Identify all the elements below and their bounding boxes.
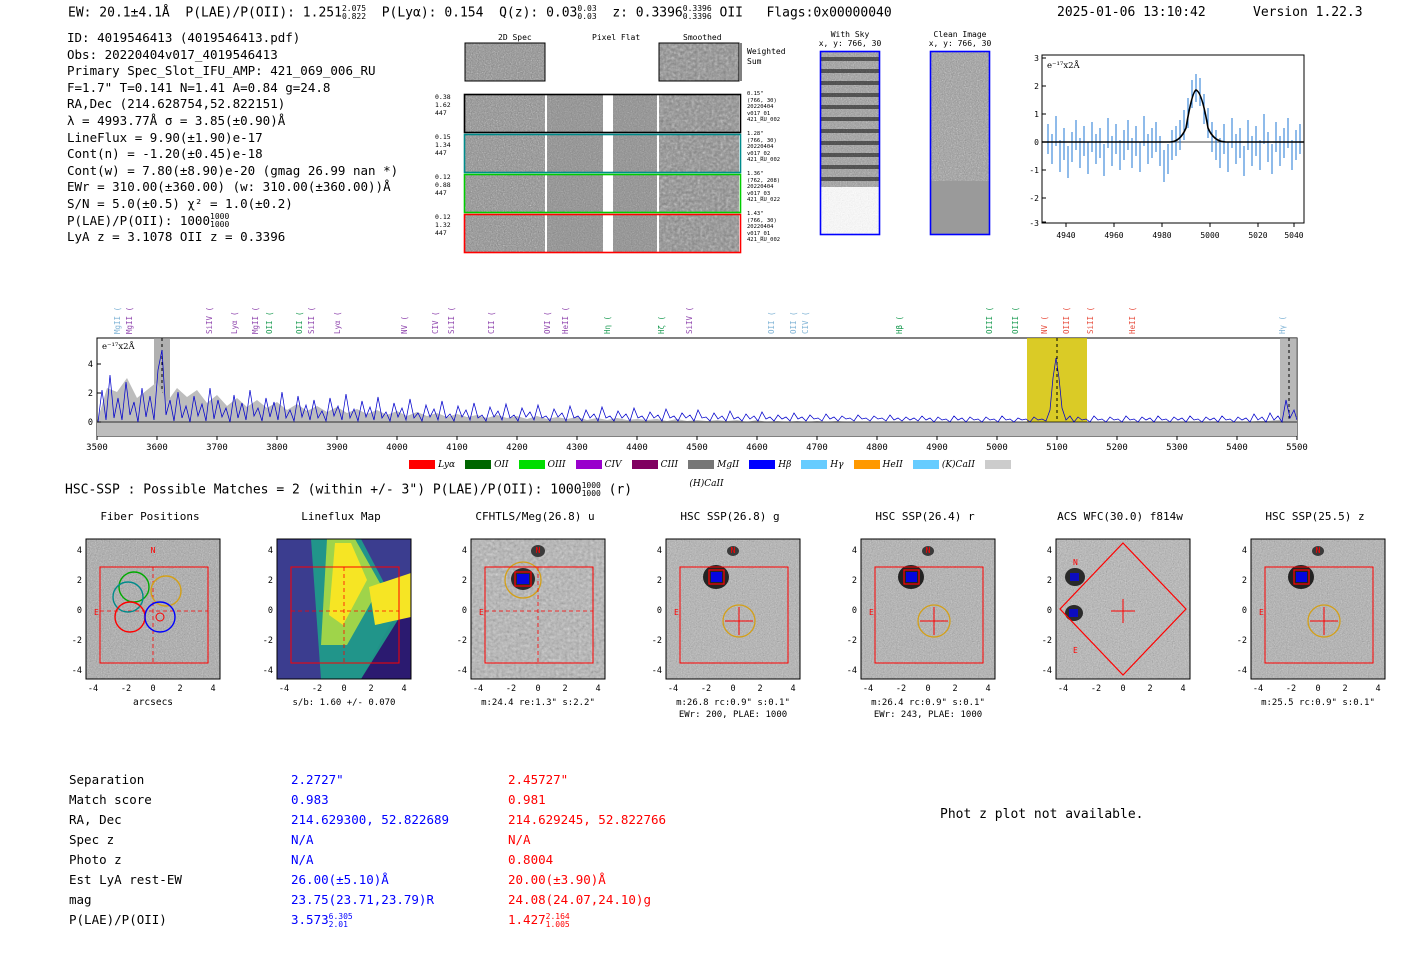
- svg-text:E: E: [479, 608, 484, 617]
- svg-text:CIV (: CIV (: [431, 311, 440, 334]
- legend-swatch: [576, 460, 602, 469]
- svg-text:-2: -2: [651, 636, 662, 646]
- svg-text:4: 4: [1180, 684, 1186, 694]
- legend-item: CIII: [632, 454, 689, 473]
- thumb-acs-wfc: [1030, 510, 1210, 710]
- svg-text:4: 4: [1241, 546, 1247, 556]
- svg-text:0: 0: [76, 606, 82, 616]
- plae-bounds-blue: 6.305 2.01: [328, 911, 353, 929]
- svg-text:2: 2: [1147, 684, 1153, 694]
- svg-text:3800: 3800: [266, 443, 288, 453]
- row-value-red: 0.8004: [508, 852, 554, 867]
- svg-text:4300: 4300: [566, 443, 588, 453]
- matches-plae-bounds: 1000 1000: [581, 481, 601, 498]
- cutout-row-0-left-labels: 0.38 1.62 447: [435, 93, 451, 117]
- legend-swatch: [913, 460, 939, 469]
- svg-text:CIV (: CIV (: [801, 311, 810, 334]
- svg-text:N: N: [1073, 558, 1078, 567]
- svg-text:5000: 5000: [986, 443, 1008, 453]
- thumb-title: Lineflux Map: [301, 510, 381, 523]
- svg-text:-2: -2: [120, 684, 132, 694]
- legend-item: HeII: [854, 454, 913, 473]
- svg-text:E: E: [94, 608, 99, 617]
- thumb-title: HSC SSP(26.8) g: [680, 510, 780, 523]
- full-spectrum-plot: [62, 270, 1332, 470]
- svg-text:-3: -3: [1029, 219, 1039, 228]
- info-line-plae: P(LAE)/P(OII): 1000 1000 1000: [67, 212, 230, 230]
- svg-text:-2: -2: [1029, 194, 1039, 203]
- svg-text:Hβ (: Hβ (: [895, 315, 904, 334]
- svg-text:-2: -2: [262, 636, 273, 646]
- row-label: mag: [69, 892, 92, 907]
- svg-text:N: N: [925, 546, 931, 555]
- svg-text:OII (: OII (: [767, 311, 776, 334]
- legend-item: Lyα: [409, 454, 465, 473]
- header-zclass: OII: [719, 5, 743, 21]
- svg-text:4400: 4400: [626, 443, 648, 453]
- svg-text:2: 2: [1241, 576, 1247, 586]
- svg-text:0: 0: [1046, 606, 1052, 616]
- row-value-blue: 23.75(23.71,23.79)R: [291, 892, 434, 907]
- header-version: Version 1.22.3: [1253, 5, 1363, 20]
- info-plae-bounds: 1000 1000: [210, 212, 230, 230]
- svg-text:4: 4: [1375, 684, 1381, 694]
- svg-text:E: E: [869, 608, 874, 617]
- info-line-radec: RA,Dec (214.628754,52.822151): [67, 96, 286, 112]
- info-line-contn: Cont(n) = -1.20(±0.45)e-18: [67, 146, 263, 162]
- with-sky-panel: [805, 30, 895, 235]
- clean-image-title: Clean Image: [933, 30, 987, 39]
- svg-text:-4: -4: [846, 666, 857, 676]
- svg-text:HeII (: HeII (: [561, 306, 570, 334]
- svg-text:4700: 4700: [806, 443, 828, 453]
- svg-text:2: 2: [461, 576, 467, 586]
- plae-bounds-red: 2.164 1.005: [545, 911, 570, 929]
- header-plya: P(Lyα): 0.154: [381, 5, 484, 21]
- svg-text:0: 0: [925, 684, 931, 694]
- thumb-title: ACS WFC(30.0) f814w: [1057, 510, 1183, 523]
- info-line-sn: S/N = 5.0(±0.5) χ² = 1.0(±0.2): [67, 195, 293, 211]
- svg-text:4: 4: [595, 684, 601, 694]
- legend-swatch: [854, 460, 880, 469]
- header-ew: EW: 20.1±4.1Å: [68, 5, 170, 21]
- cutout-weighted-sum-label: Weighted Sum: [747, 47, 786, 66]
- row-value-blue: N/A: [291, 832, 314, 847]
- svg-text:MgII (: MgII (: [113, 306, 122, 334]
- svg-text:0: 0: [150, 684, 156, 694]
- svg-text:3500: 3500: [86, 443, 108, 453]
- svg-text:e⁻¹⁷x2Å: e⁻¹⁷x2Å: [1047, 61, 1080, 71]
- cutout-row-0-right-labels: 0.15" (766, 30) 20220404 v017_01 421_RU_002: [747, 91, 781, 124]
- svg-text:arcsecs: arcsecs: [132, 697, 174, 708]
- svg-text:Hη (: Hη (: [603, 315, 612, 334]
- svg-text:0: 0: [535, 684, 541, 694]
- info-line-lambda: λ = 4993.77Å σ = 3.85(±0.90)Å: [67, 112, 286, 128]
- legend-swatch: [749, 460, 775, 469]
- svg-text:OII (: OII (: [789, 311, 798, 334]
- svg-text:-2: -2: [505, 684, 517, 694]
- header-timestamp: 2025-01-06 13:10:42: [1057, 5, 1206, 20]
- table-row: [68, 850, 667, 870]
- table-row: [68, 870, 667, 890]
- cutout-row-2-left-labels: 0.12 0.88 447: [435, 173, 451, 197]
- svg-text:-2: -2: [1285, 684, 1297, 694]
- info-line-seeing: F=1.7" T=0.141 N=1.41 A=0.84 g=24.8: [67, 79, 331, 95]
- cutout-title-2dspec: 2D Spec: [498, 33, 532, 42]
- row-value-red: 0.981: [508, 792, 546, 807]
- legend-item: CIV: [576, 454, 632, 473]
- svg-text:4100: 4100: [446, 443, 468, 453]
- table-row: [68, 830, 667, 850]
- svg-text:E: E: [674, 608, 679, 617]
- svg-text:0: 0: [1315, 684, 1321, 694]
- svg-text:-1: -1: [1029, 166, 1039, 175]
- thumb-hsc-r: [835, 510, 1015, 720]
- table-row: [68, 890, 667, 910]
- photz-note: Phot z plot not available.: [940, 807, 1144, 822]
- thumb-hsc-z: [1225, 510, 1405, 710]
- svg-text:3600: 3600: [146, 443, 168, 453]
- matches-title-main: HSC-SSP : Possible Matches = 2 (within +/- 3") P(LAE)/P(OII): 1000: [65, 482, 582, 498]
- clean-image-subtitle: x, y: 766, 30: [928, 39, 992, 48]
- thumb-hsc-g: [640, 510, 820, 720]
- cutout-row-1-left-labels: 0.15 1.34 447: [435, 133, 451, 157]
- legend-item: (H)CaII: [686, 454, 1011, 492]
- svg-text:5200: 5200: [1106, 443, 1128, 453]
- svg-text:4: 4: [210, 684, 216, 694]
- row-value-blue: N/A: [291, 852, 314, 867]
- svg-text:-4: -4: [87, 684, 99, 694]
- row-value-red: 2.45727": [508, 772, 569, 787]
- svg-text:0: 0: [730, 684, 736, 694]
- cutout-row-1-right-labels: 1.28" (766, 30) 20220404 v017_02 421_RU_002: [747, 131, 781, 164]
- row-value-red: 20.00(±3.90)Å: [508, 872, 606, 887]
- svg-text:5020: 5020: [1248, 231, 1268, 240]
- svg-text:2: 2: [177, 684, 183, 694]
- svg-text:-2: -2: [71, 636, 82, 646]
- svg-text:OIII (: OIII (: [1062, 306, 1071, 334]
- legend-swatch: [688, 460, 714, 469]
- svg-text:m:24.4 re:1.3" s:2.2": m:24.4 re:1.3" s:2.2": [481, 698, 595, 708]
- svg-text:-4: -4: [71, 666, 82, 676]
- legend-item: (K)CaII: [913, 454, 985, 473]
- svg-text:HeII (: HeII (: [1128, 306, 1137, 334]
- cutout-panels: [435, 33, 795, 248]
- cutout-row-2-right-labels: 1.36" (762, 208) 20220404 v017_03 421_RU_022: [747, 171, 781, 204]
- header-flags: Flags:0x00000040: [766, 5, 892, 21]
- svg-text:-4: -4: [278, 684, 290, 694]
- svg-text:4: 4: [985, 684, 991, 694]
- svg-text:m:26.8 rc:0.9" s:0.1": m:26.8 rc:0.9" s:0.1": [676, 698, 790, 708]
- svg-text:0: 0: [341, 684, 347, 694]
- table-row: [68, 910, 667, 930]
- svg-text:4940: 4940: [1056, 231, 1076, 240]
- svg-text:0: 0: [1120, 684, 1126, 694]
- svg-text:NV (: NV (: [1040, 315, 1049, 334]
- svg-text:2: 2: [87, 389, 93, 399]
- svg-text:MgII (: MgII (: [125, 306, 134, 334]
- clean-image-panel: [915, 30, 1005, 235]
- svg-text:4980: 4980: [1152, 231, 1172, 240]
- svg-text:5040: 5040: [1284, 231, 1304, 240]
- svg-text:Hγ (: Hγ (: [1278, 315, 1287, 334]
- header-z-bounds: 0.3396 0.3396: [682, 4, 712, 21]
- svg-text:N: N: [150, 546, 156, 555]
- svg-text:Lyα (: Lyα (: [333, 311, 342, 334]
- row-value-red: 24.08(24.07,24.10)g: [508, 892, 651, 907]
- svg-text:-4: -4: [651, 666, 662, 676]
- svg-text:2: 2: [562, 684, 568, 694]
- svg-text:5000: 5000: [1200, 231, 1220, 240]
- matches-filter: (r): [608, 482, 633, 498]
- svg-text:SiII (: SiII (: [1086, 306, 1095, 334]
- svg-text:-4: -4: [472, 684, 484, 694]
- svg-text:4600: 4600: [746, 443, 768, 453]
- legend-swatch: [519, 460, 545, 469]
- svg-text:-4: -4: [1236, 666, 1247, 676]
- svg-text:EWr: 200, PLAE: 1000: EWr: 200, PLAE: 1000: [678, 710, 788, 720]
- svg-text:NV (: NV (: [400, 315, 409, 334]
- svg-text:-4: -4: [456, 666, 467, 676]
- svg-text:OII (: OII (: [265, 311, 274, 334]
- svg-text:0: 0: [267, 606, 273, 616]
- legend-item: Hβ: [749, 454, 801, 473]
- svg-text:4500: 4500: [686, 443, 708, 453]
- row-label: RA, Dec: [69, 812, 122, 827]
- cutout-row-3-left-labels: 0.12 1.32 447: [435, 213, 451, 237]
- svg-text:N: N: [535, 546, 541, 555]
- svg-text:5300: 5300: [1166, 443, 1188, 453]
- svg-text:OVI (: OVI (: [543, 311, 552, 334]
- header-qz: Q(z): 0.03: [499, 5, 578, 21]
- object-info-block: [67, 30, 467, 246]
- header-plae-bounds: 2.075 0.822: [341, 4, 367, 21]
- svg-text:SiII (: SiII (: [447, 306, 456, 334]
- table-row: [68, 790, 667, 810]
- row-value-blue: 0.983: [291, 792, 329, 807]
- svg-text:4800: 4800: [866, 443, 888, 453]
- cutout-title-smoothed: Smoothed: [683, 33, 722, 42]
- svg-text:-4: -4: [1252, 684, 1264, 694]
- svg-text:0: 0: [1241, 606, 1247, 616]
- row-value-blue: 26.00(±5.10)Å: [291, 872, 389, 887]
- svg-text:2: 2: [368, 684, 374, 694]
- svg-text:EWr: 243, PLAE: 1000: EWr: 243, PLAE: 1000: [873, 710, 983, 720]
- svg-text:3900: 3900: [326, 443, 348, 453]
- svg-text:OII (: OII (: [295, 311, 304, 334]
- svg-text:-2: -2: [895, 684, 907, 694]
- thumb-fiber-positions: [60, 510, 240, 710]
- row-value-blue: 214.629300, 52.822689: [291, 812, 450, 827]
- svg-text:-2: -2: [456, 636, 467, 646]
- thumb-title: HSC SSP(25.5) z: [1265, 510, 1365, 523]
- svg-text:0: 0: [851, 606, 857, 616]
- svg-text:5100: 5100: [1046, 443, 1068, 453]
- legend-swatch: [465, 460, 491, 469]
- svg-text:5500: 5500: [1286, 443, 1308, 453]
- svg-text:-2: -2: [1090, 684, 1102, 694]
- cutout-row-3-right-labels: 1.43" (766, 30) 20220404 v017_01 421_RU_002: [747, 211, 781, 244]
- svg-text:-4: -4: [1041, 666, 1052, 676]
- legend-swatch: [409, 460, 435, 469]
- svg-text:-2: -2: [311, 684, 323, 694]
- svg-text:Lyα (: Lyα (: [230, 311, 239, 334]
- row-label: Est LyA rest-EW: [69, 872, 182, 887]
- svg-text:3: 3: [1034, 54, 1039, 63]
- svg-text:4200: 4200: [506, 443, 528, 453]
- svg-text:0: 0: [87, 418, 93, 428]
- with-sky-title: With Sky: [830, 30, 870, 39]
- svg-text:4: 4: [76, 546, 82, 556]
- svg-text:-4: -4: [262, 666, 273, 676]
- svg-text:1: 1: [1034, 110, 1039, 119]
- svg-text:MgII (: MgII (: [251, 306, 260, 334]
- svg-text:N: N: [730, 546, 736, 555]
- header-summary: [68, 5, 892, 21]
- svg-text:2: 2: [1046, 576, 1052, 586]
- svg-text:m:26.4 rc:0.9" s:0.1": m:26.4 rc:0.9" s:0.1": [871, 698, 985, 708]
- cutout-title-pixelflat: Pixel Flat: [592, 33, 641, 42]
- header-qz-bounds: 0.03 0.03: [577, 4, 597, 21]
- row-label: Match score: [69, 792, 152, 807]
- info-line-slot: Primary Spec_Slot_IFU_AMP: 421_069_006_RU: [67, 63, 376, 79]
- svg-text:2: 2: [267, 576, 273, 586]
- with-sky-subtitle: x, y: 766, 30: [818, 39, 882, 48]
- row-label: Spec z: [69, 832, 115, 847]
- info-line-z: LyA z = 3.1078 OII z = 0.3396: [67, 229, 286, 245]
- svg-text:4: 4: [461, 546, 467, 556]
- thumb-title: HSC SSP(26.4) r: [875, 510, 975, 523]
- row-label: Photo z: [69, 852, 122, 867]
- svg-text:4: 4: [87, 360, 93, 370]
- legend-item: OIII: [519, 454, 576, 473]
- svg-text:Hζ (: Hζ (: [657, 315, 666, 334]
- svg-text:-2: -2: [700, 684, 712, 694]
- row-value-red: N/A: [508, 832, 531, 847]
- svg-text:-4: -4: [1057, 684, 1069, 694]
- row-value-red: 1.427 2.164 1.005: [508, 911, 570, 929]
- svg-text:4: 4: [656, 546, 662, 556]
- svg-text:4: 4: [790, 684, 796, 694]
- svg-text:s/b: 1.60 +/- 0.070: s/b: 1.60 +/- 0.070: [292, 698, 396, 708]
- header-z: z: 0.3396: [612, 5, 683, 21]
- svg-text:2: 2: [76, 576, 82, 586]
- svg-text:SiIV (: SiIV (: [205, 306, 214, 334]
- svg-text:-2: -2: [1236, 636, 1247, 646]
- info-line-contw: Cont(w) = 7.80(±8.90)e-20 (gmag 26.99 nan *): [67, 162, 399, 178]
- svg-text:4: 4: [1046, 546, 1052, 556]
- row-label: P(LAE)/P(OII): [69, 912, 167, 927]
- svg-text:-2: -2: [846, 636, 857, 646]
- matches-title: [65, 482, 632, 498]
- svg-text:OIII (: OIII (: [985, 306, 994, 334]
- svg-text:CII (: CII (: [487, 311, 496, 334]
- match-properties-table: [68, 770, 667, 930]
- svg-text:2: 2: [952, 684, 958, 694]
- thumb-title: CFHTLS/Meg(26.8) u: [475, 510, 595, 523]
- svg-text:2: 2: [851, 576, 857, 586]
- info-line-lineflux: LineFlux = 9.90(±1.90)e-17: [67, 129, 263, 145]
- header-plae-label: P(LAE)/P(OII): 1.251: [185, 5, 342, 21]
- svg-text:N: N: [1315, 546, 1321, 555]
- svg-text:m:25.5 rc:0.9" s:0.1": m:25.5 rc:0.9" s:0.1": [1261, 698, 1375, 708]
- svg-text:4: 4: [401, 684, 407, 694]
- row-value-blue: 2.2727": [291, 772, 344, 787]
- svg-text:e⁻¹⁷x2Å: e⁻¹⁷x2Å: [102, 342, 135, 352]
- legend-item: OII: [465, 454, 519, 473]
- svg-text:SiIV (: SiIV (: [685, 306, 694, 334]
- svg-text:0: 0: [656, 606, 662, 616]
- row-label: Separation: [69, 772, 145, 787]
- legend-item: MgII: [688, 454, 749, 473]
- thumbnail-row: [55, 510, 1381, 730]
- row-value-red: 214.629245, 52.822766: [508, 812, 667, 827]
- svg-text:4: 4: [851, 546, 857, 556]
- svg-text:SiII (: SiII (: [307, 306, 316, 334]
- svg-text:2: 2: [656, 576, 662, 586]
- table-row: [68, 810, 667, 830]
- svg-text:5400: 5400: [1226, 443, 1248, 453]
- svg-text:E: E: [1073, 646, 1078, 655]
- table-row: [68, 770, 667, 790]
- svg-text:4900: 4900: [926, 443, 948, 453]
- svg-text:OIII (: OIII (: [1011, 306, 1020, 334]
- svg-text:2: 2: [1342, 684, 1348, 694]
- svg-text:-4: -4: [667, 684, 679, 694]
- info-line-ewr: EWr = 310.00(±360.00) (w: 310.00(±360.00))Å: [67, 179, 391, 195]
- info-line-obs: Obs: 20220404v017_4019546413: [67, 46, 278, 62]
- thumb-lineflux-map: [251, 510, 431, 710]
- legend-swatch: [632, 460, 658, 469]
- svg-text:2: 2: [757, 684, 763, 694]
- svg-text:4000: 4000: [386, 443, 408, 453]
- legend-swatch: [985, 460, 1011, 469]
- thumb-cfhtls-u: [445, 510, 625, 710]
- row-value-blue: 3.573 6.305 2.01: [291, 911, 353, 929]
- svg-text:-2: -2: [1041, 636, 1052, 646]
- thumb-title: Fiber Positions: [100, 510, 200, 523]
- svg-text:0: 0: [1034, 138, 1039, 147]
- svg-text:2: 2: [1034, 82, 1039, 91]
- legend-swatch: [801, 460, 827, 469]
- svg-text:0: 0: [461, 606, 467, 616]
- line-profile-plot: [1030, 50, 1315, 245]
- svg-text:-4: -4: [862, 684, 874, 694]
- svg-text:E: E: [1259, 608, 1264, 617]
- svg-text:4: 4: [267, 546, 273, 556]
- svg-text:3700: 3700: [206, 443, 228, 453]
- svg-text:4960: 4960: [1104, 231, 1124, 240]
- info-line-id: ID: 4019546413 (4019546413.pdf): [67, 30, 301, 45]
- legend-item: Hγ: [801, 454, 853, 473]
